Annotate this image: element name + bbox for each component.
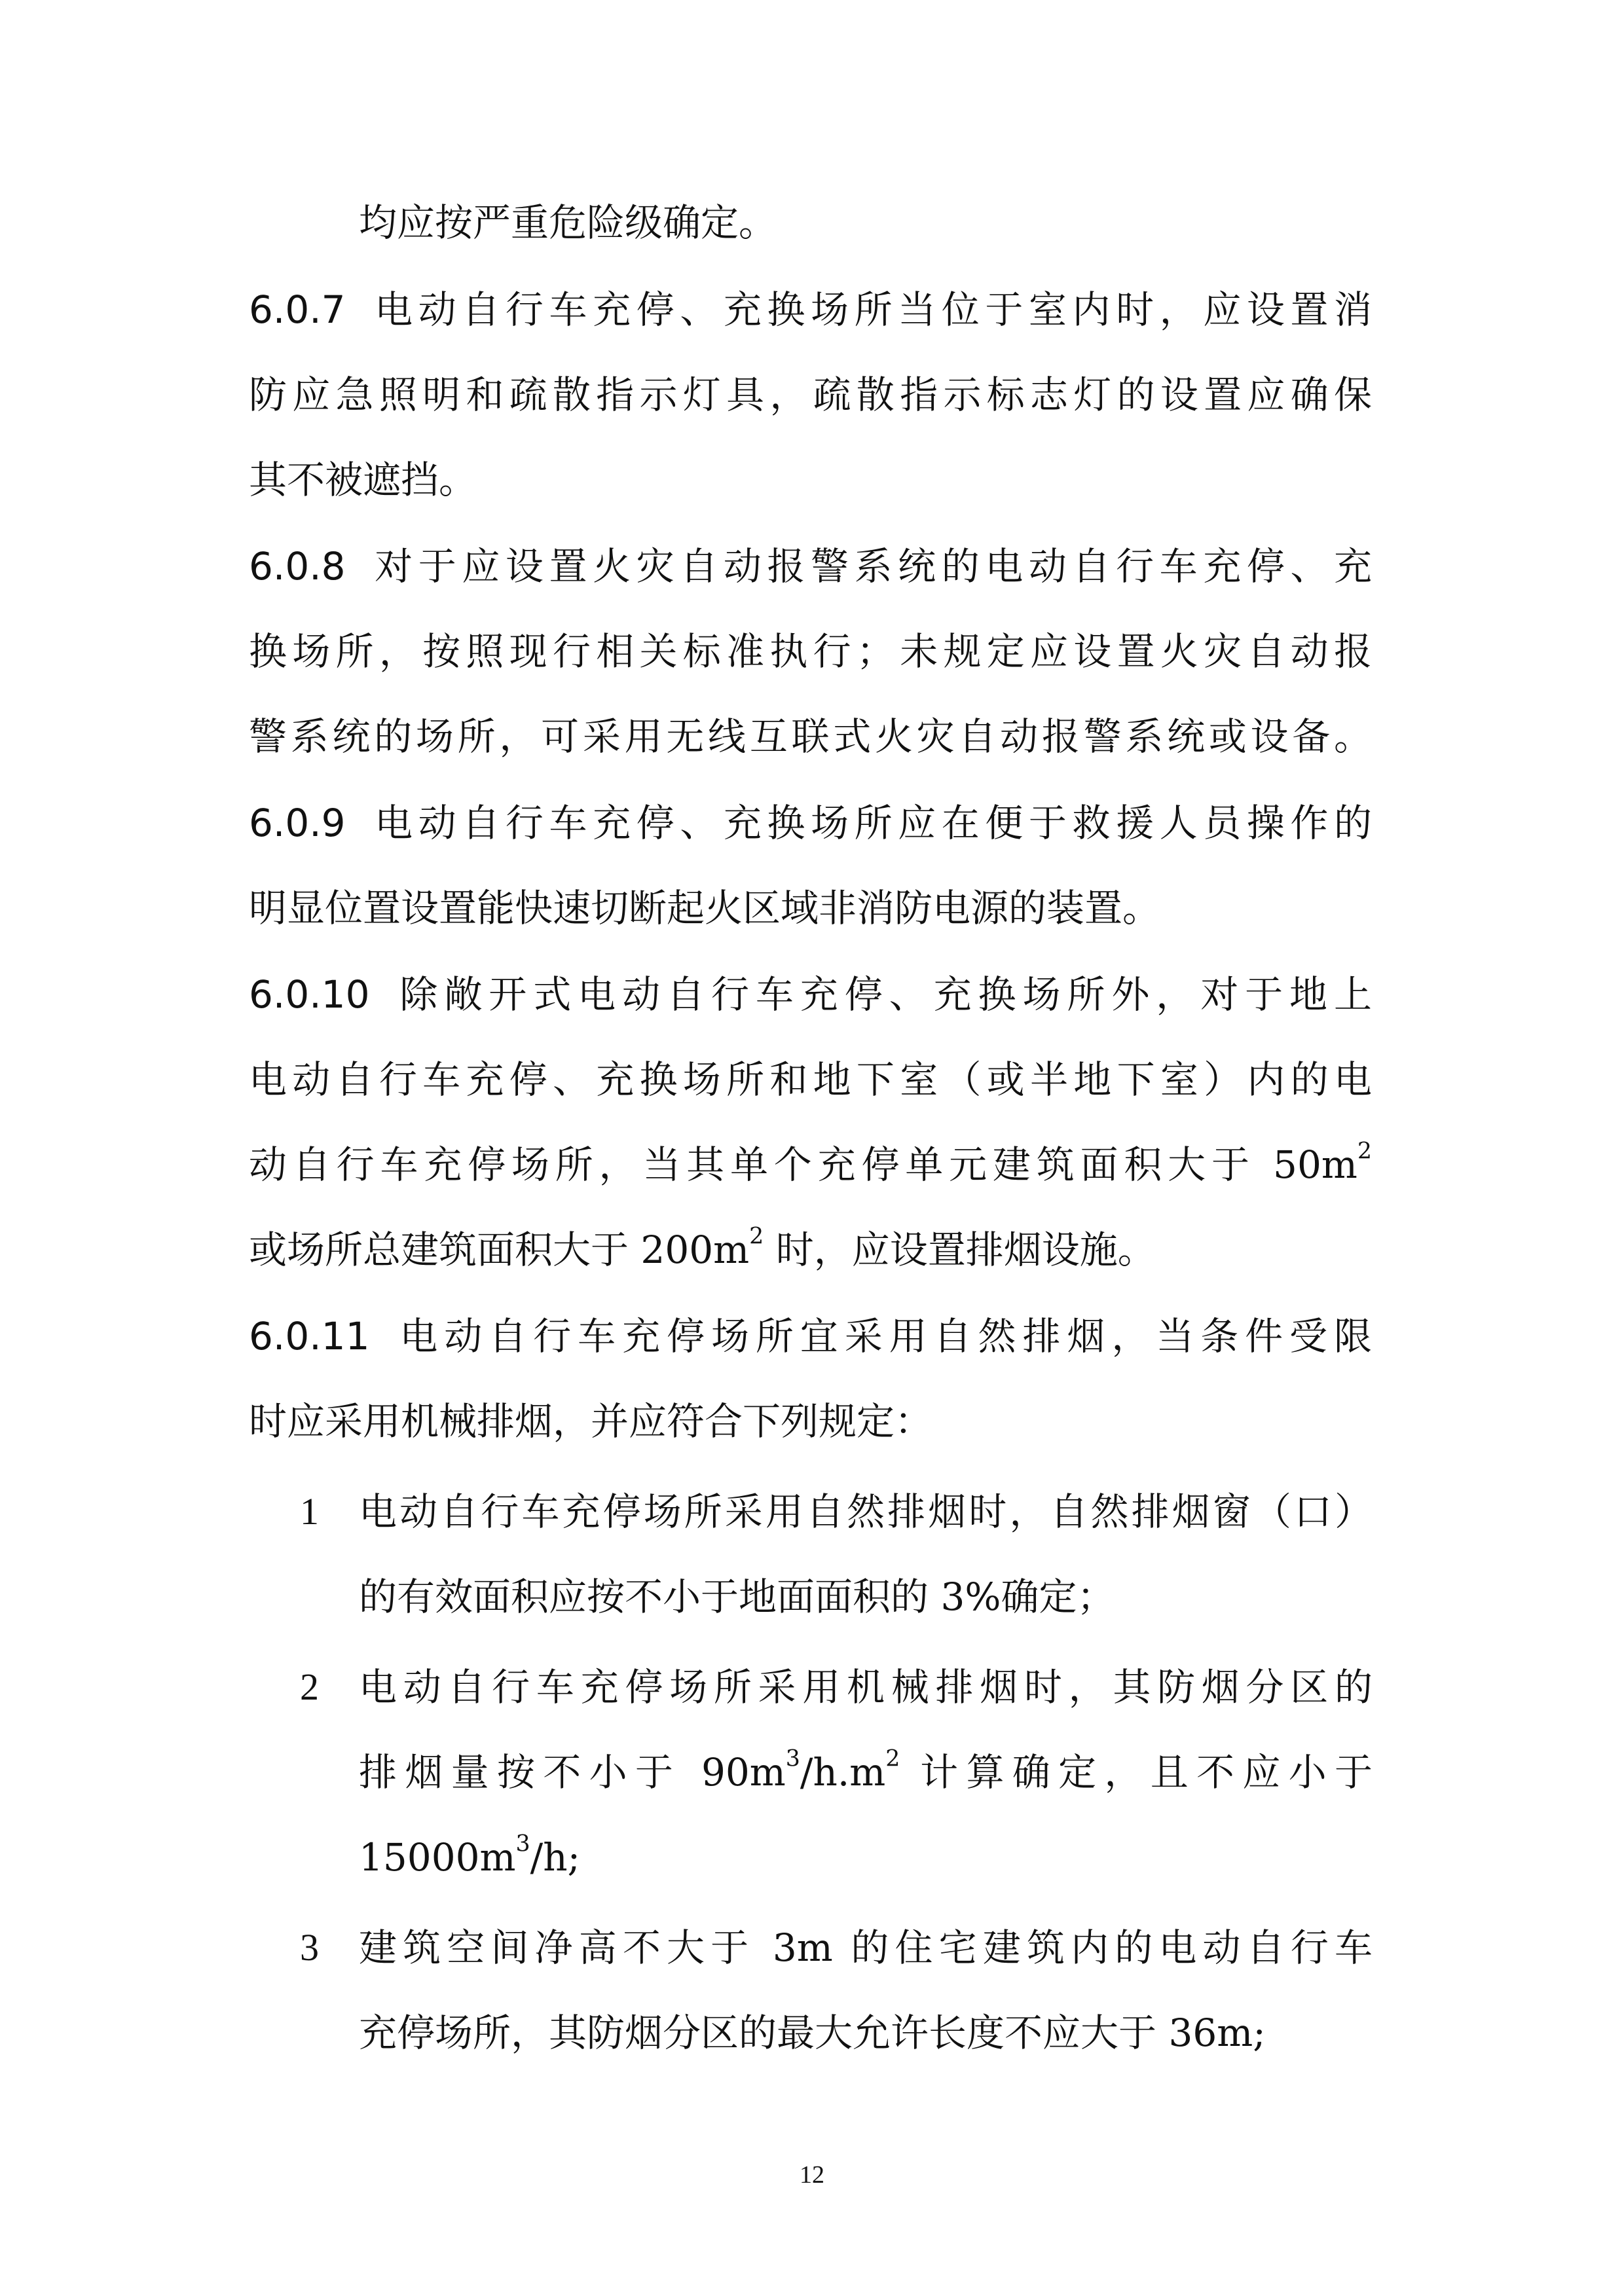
line-text: 动自行车充停场所，当其单个充停单元建筑面积大于 50m bbox=[249, 1142, 1357, 1187]
line-text: 充停场所，其防烟分区的最大允许长度不应大于 36m; bbox=[359, 2011, 1266, 2055]
clause-6-0-8 bbox=[249, 524, 1372, 609]
paragraph-line bbox=[249, 694, 1372, 779]
superscript: 2 bbox=[885, 1745, 900, 1772]
line-text: 电动自行车充停场所宜采用自然排烟，当条件受限 bbox=[393, 1314, 1372, 1358]
line-text: 换场所，按照现行相关标准执行；未规定应设置火灾自动报 bbox=[249, 629, 1372, 674]
clause-number: 6.0.9 bbox=[249, 801, 346, 845]
superscript: 3 bbox=[785, 1745, 800, 1772]
paragraph-line bbox=[249, 437, 477, 522]
line-text: 建筑空间净高不大于 3m 的住宅建筑内的电动自行车 bbox=[359, 1925, 1373, 1970]
superscript: 3 bbox=[515, 1831, 530, 1857]
line-text: 电动自行车充停、充换场所当位于室内时，应设置消 bbox=[369, 287, 1372, 332]
line-text: 电动自行车充停场所采用自然排烟时，自然排烟窗（口） bbox=[359, 1489, 1373, 1534]
line-text: 其不被遮挡。 bbox=[249, 458, 477, 502]
paragraph-line bbox=[249, 1037, 1372, 1122]
line-text: 的有效面积应按不小于地面面积的 3%确定； bbox=[359, 1575, 1115, 1619]
clause-6-0-11 bbox=[249, 1294, 1372, 1379]
line-text: 计算确定，且不应小于 bbox=[900, 1750, 1373, 1795]
paragraph-line bbox=[249, 1379, 932, 1464]
clause-number: 6.0.7 bbox=[249, 287, 346, 332]
clause-number: 6.0.10 bbox=[249, 972, 370, 1017]
list-item-number: 1 bbox=[300, 1490, 319, 1533]
list-item-line bbox=[359, 1469, 1373, 1554]
paragraph-line bbox=[249, 352, 1372, 437]
line-text: 或场所总建筑面积大于 200m bbox=[249, 1228, 750, 1272]
line-text: 时，应设置排烟设施。 bbox=[764, 1228, 1156, 1272]
line-text: 电动自行车充停、充换场所应在便于救援人员操作的 bbox=[369, 801, 1372, 845]
paragraph-line bbox=[359, 180, 777, 265]
line-text: 电动自行车充停、充换场所和地下室（或半地下室）内的电 bbox=[249, 1057, 1372, 1102]
line-text: 均应按严重危险级确定。 bbox=[359, 200, 777, 245]
list-item-line bbox=[359, 1905, 1373, 1990]
line-text: 对于应设置火灾自动报警系统的电动自行车充停、充 bbox=[369, 544, 1372, 589]
line-text: /h.m bbox=[800, 1750, 886, 1795]
paragraph-line bbox=[249, 1207, 1156, 1292]
list-item-line bbox=[359, 1815, 580, 1900]
line-text: 排烟量按不小于 90m bbox=[359, 1750, 786, 1795]
superscript: 2 bbox=[749, 1223, 764, 1250]
clause-6-0-10 bbox=[249, 952, 1372, 1037]
page-number: 12 bbox=[800, 2161, 824, 2189]
list-item-line bbox=[359, 1990, 1266, 2075]
line-text: 电动自行车充停场所采用机械排烟时，其防烟分区的 bbox=[359, 1665, 1373, 1709]
clause-6-0-9 bbox=[249, 780, 1372, 866]
paragraph-line bbox=[249, 1122, 1372, 1207]
line-text: 时应采用机械排烟，并应符合下列规定： bbox=[249, 1399, 933, 1444]
list-item-number: 3 bbox=[300, 1926, 319, 1969]
list-item-number: 2 bbox=[300, 1666, 319, 1708]
line-text: /h; bbox=[530, 1835, 581, 1880]
line-text: 警系统的场所，可采用无线互联式火灾自动报警系统或设备。 bbox=[249, 714, 1372, 759]
list-item-line bbox=[359, 1730, 1373, 1815]
paragraph-line bbox=[249, 866, 1160, 951]
clause-number: 6.0.8 bbox=[249, 544, 346, 589]
clause-number: 6.0.11 bbox=[249, 1314, 370, 1358]
line-text: 明显位置设置能快速切断起火区域非消防电源的装置。 bbox=[249, 886, 1161, 930]
superscript: 2 bbox=[1357, 1138, 1372, 1165]
list-item-line bbox=[359, 1645, 1373, 1730]
clause-6-0-7 bbox=[249, 267, 1372, 352]
line-text: 防应急照明和疏散指示灯具，疏散指示标志灯的设置应确保 bbox=[249, 373, 1372, 417]
paragraph-line bbox=[249, 609, 1372, 694]
line-text: 15000m bbox=[359, 1835, 516, 1880]
list-item-line bbox=[359, 1554, 1115, 1639]
line-text: 除敞开式电动自行车充停、充换场所外，对于地上 bbox=[393, 972, 1372, 1017]
